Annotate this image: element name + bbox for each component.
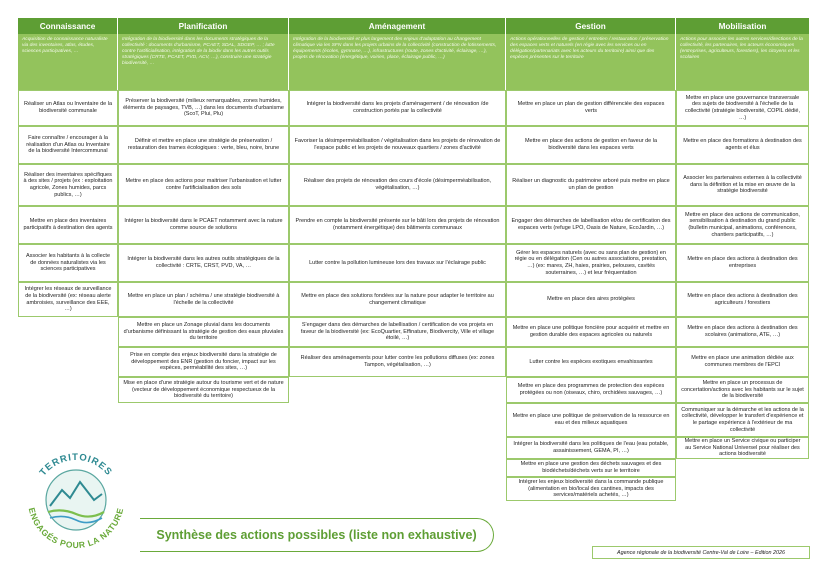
action-item: Engager des démarches de labellisation et/ou de certification des espaces verts (refuge LPO, Oasis de Nature, EcoJardin, …) xyxy=(506,206,676,244)
action-item: Mettre en place un Zonage pluvial dans les documents d'urbanisme définissant la stratégie de gestion des eaux pluviales du territoire xyxy=(118,317,289,347)
action-item: Favoriser la désimperméabilisation / végétalisation dans les projets de rénovation de l'espace public et les projets de nouveaux quartiers / zones d'activité xyxy=(289,126,506,164)
header-planification: Planification xyxy=(118,18,289,34)
action-item: Mettre en place un plan de gestion différenciée des espaces verts xyxy=(506,90,676,126)
action-item: Mettre en place un processus de concertation/actions avec les habitants sur le sujet de la biodiversité xyxy=(676,377,809,403)
action-item: Réaliser des projets de rénovation des cours d'école (désimperméabilisation, végétalisation, …) xyxy=(289,164,506,206)
description-connaissance: Acquisition de connaissance naturaliste via des inventaires, atlas, études, sciences participatives, … xyxy=(18,34,118,90)
description-planification: Intégration de la biodiversité dans les documents stratégiques de la collectivité : documents d'urbanisme, PCAET, SDAL, SDGEP, … ; lutte contre l'artificialisation, intégration de la biodiv dans les autres outils stratégiques (CRTE, PCAET, PVD, ACV, …), construire une stratégie biodiversité, … xyxy=(118,34,289,90)
action-item: Intégrer la biodiversité dans le PCAET notamment avec la nature comme source de solutions xyxy=(118,206,289,244)
source-credit: Agence régionale de la biodiversité Centre-Val de Loire – Edition 2026 xyxy=(592,546,810,559)
description-amenagement: Intégration de la biodiversité et plus largement des enjeux d'adaptation au changement climatique via les SFN dans les projets urbains de la collectivité (construction de lotissements, équipements (écoles, gymnase, …), infrastructures (route, zones d'activité, éclairage, …), projets de rénovation (énergétique, voiries, place, éclairage public, …) xyxy=(289,34,506,90)
action-item: Communiquer sur la démarche et les actions de la collectivité, développer le transfert d'expérience et le partage expérience à l'extérieur de ma collectivité xyxy=(676,403,809,437)
action-item: Mise en place d'une stratégie autour du tourisme vert et de nature (vecteur de développement économique respectueux de la biodiversité du territoire) xyxy=(118,377,289,403)
action-item: Mettre en place une gestion des déchets sauvages et des biodéchets/déchets verts sur le territoire xyxy=(506,459,676,477)
summary-title: Synthèse des actions possibles (liste non exhaustive) xyxy=(156,528,477,542)
logo-text-top: TERRITOIRES xyxy=(37,451,115,479)
action-item: Gérer les espaces naturels (avec ou sans plan de gestion) en régie ou en délégation (Cen ou autres associations, prestation, …) (ex: mares, ZH, haies, prairies, pelouses, cavités souterraines, …) et leur fréquentation xyxy=(506,244,676,282)
action-item: Lutter contre les espèces exotiques envahissantes xyxy=(506,347,676,377)
action-item: Intégrer les réseaux de surveillance de la biodiversité (ex: réseau alerte ambroisies, surveillance des EEE, …) xyxy=(18,282,118,317)
action-item: Mettre en place une politique de préservation de la ressource en eau et des milieux aquatiques xyxy=(506,403,676,437)
logo-text-bottom: ENGAGÉS POUR LA NATURE xyxy=(26,506,126,551)
territoires-engages-logo xyxy=(14,438,138,562)
action-item: Faire connaître / encourager à la réalisation d'un Atlas ou Inventaire de la biodiversité Intercommunal xyxy=(18,126,118,164)
action-item: Mettre en place des actions pour maitriser l'urbanisation et lutter contre l'artificialisation des sols xyxy=(118,164,289,206)
column-descriptions xyxy=(18,34,809,90)
action-item: Mettre en place des actions de gestion en faveur de la biodiversité dans les espaces verts xyxy=(506,126,676,164)
action-item: Mettre en place un Service civique ou participer au Service National Universel pour réaliser des actions biodiversité xyxy=(676,437,809,459)
action-item: Associer les partenaires externes à la collectivité dans la définition et la mise en œuvre de la stratégie biodiversité xyxy=(676,164,809,206)
column-headers xyxy=(18,18,809,34)
action-item: Réaliser des inventaires spécifiques à des sites / projets (ex : exploitation agricole, Zones humides, parcs publics, …) xyxy=(18,164,118,206)
action-item: Mettre en place des actions de communication, sensibilisation à destination du grand public (bulletin municipal, animations, conférences, chantiers participatifs, …) xyxy=(676,206,809,244)
header-mobilisation: Mobilisation xyxy=(676,18,809,34)
action-item: Définir et mettre en place une stratégie de préservation / restauration des trames écologiques : verte, bleu, noire, brune xyxy=(118,126,289,164)
action-item: Intégrer la biodiversité dans les politiques de l'eau (eau potable, assainissement, GEMA, PI, …) xyxy=(506,437,676,459)
header-amenagement: Aménagement xyxy=(289,18,506,34)
action-item: Réaliser un diagnostic du patrimoine arboré puis mettre en place un plan de gestion xyxy=(506,164,676,206)
action-item: Intégrer les enjeux biodiversité dans la commande publique (alimentation en bio/local des cantines, impacts des services/matériels achetés, …) xyxy=(506,477,676,501)
action-item: Mettre en place des solutions fondées sur la nature pour adapter le territoire au changement climatique xyxy=(289,282,506,317)
action-item: Prendre en compte la biodiversité présente sur le bâti lors des projets de rénovation (notamment énergétique) des bâtiments communaux xyxy=(289,206,506,244)
action-item: Réaliser des aménagements pour lutter contre les pollutions diffuses (ex: zones Tampon, végétalisation, …) xyxy=(289,347,506,377)
action-item: Prise en compte des enjeux biodiversité dans la stratégie de développement des ENR (gestion du foncier, impact sur les espèces, perméabilité des sites, …) xyxy=(118,347,289,377)
summary-title-box xyxy=(140,518,494,552)
action-item: Mettre en place des programmes de protection des espèces protégées ou non (oiseaux, chiro, orchidées sauvages, …) xyxy=(506,377,676,403)
action-item: Associer les habitants à la collecte de données naturalistes via les sciences participatives xyxy=(18,244,118,282)
action-item: Lutter contre la pollution lumineuse lors des travaux sur l'éclairage public xyxy=(289,244,506,282)
action-item: Mettre en place une animation dédiée aux communes membres de l'EPCI xyxy=(676,347,809,377)
action-item: Mettre en place une politique foncière pour acquérir et mettre en gestion durable des espaces agricoles ou naturels xyxy=(506,317,676,347)
action-item: Intégrer la biodiversité dans les projets d'aménagement / de rénovation /de construction portés par la collectivité xyxy=(289,90,506,126)
action-item: Mettre en place des formations à destination des agents et élus xyxy=(676,126,809,164)
action-item: Mettre en place un plan / schéma / une stratégie biodiversité à l'échelle de la collectivité xyxy=(118,282,289,317)
action-item: Mettre en place des actions à destination des entreprises xyxy=(676,244,809,282)
header-connaissance: Connaissance xyxy=(18,18,118,34)
description-gestion: Actions opérationnelles de gestion / entretien / restauration / préservation des espaces verts et naturels (en régie avec les services ou en délégation/partenariats avec les acteurs du territoire) ainsi que des espèces présentes sur le territoire xyxy=(506,34,676,90)
header-gestion: Gestion xyxy=(506,18,676,34)
action-item: Mettre en place une gouvernance transversale des sujets de biodiversité à l'échelle de la collectivité (stratégie biodiversité, COPIL dédié, …) xyxy=(676,90,809,126)
description-mobilisation: Actions pour associer les autres services/directions de la collectivité, les partenaires, les acteurs économiques (entreprises, agriculteurs, forestiers), les citoyens et les scolaires xyxy=(676,34,809,90)
action-item: Intégrer la biodiversité dans les autres outils stratégiques de la collectivité : CRTE, CRST, PVD, VA, … xyxy=(118,244,289,282)
action-item: Mettre en place des actions à destination des agriculteurs / forestiers xyxy=(676,282,809,317)
action-item: S'engager dans des démarches de labellisation / certification de vos projets en faveur de la biodiversité (ex: EcoQuartier, Effinature, Biodivercity, Ville et village étoilé, …) xyxy=(289,317,506,347)
action-item: Mettre en place des aires protégées xyxy=(506,282,676,317)
action-item: Mettre en place des inventaires participatifs à destination des agents xyxy=(18,206,118,244)
action-item: Préserver la biodiversité (milieux remarquables, zones humides, éléments de paysages, TVB, …) dans les documents d'urbanisme (ScoT, Plui, Plu) xyxy=(118,90,289,126)
action-item: Mettre en place des actions à destination des scolaires (animations, ATE, …) xyxy=(676,317,809,347)
action-item: Réaliser un Atlas ou Inventaire de la biodiversité communale xyxy=(18,90,118,126)
